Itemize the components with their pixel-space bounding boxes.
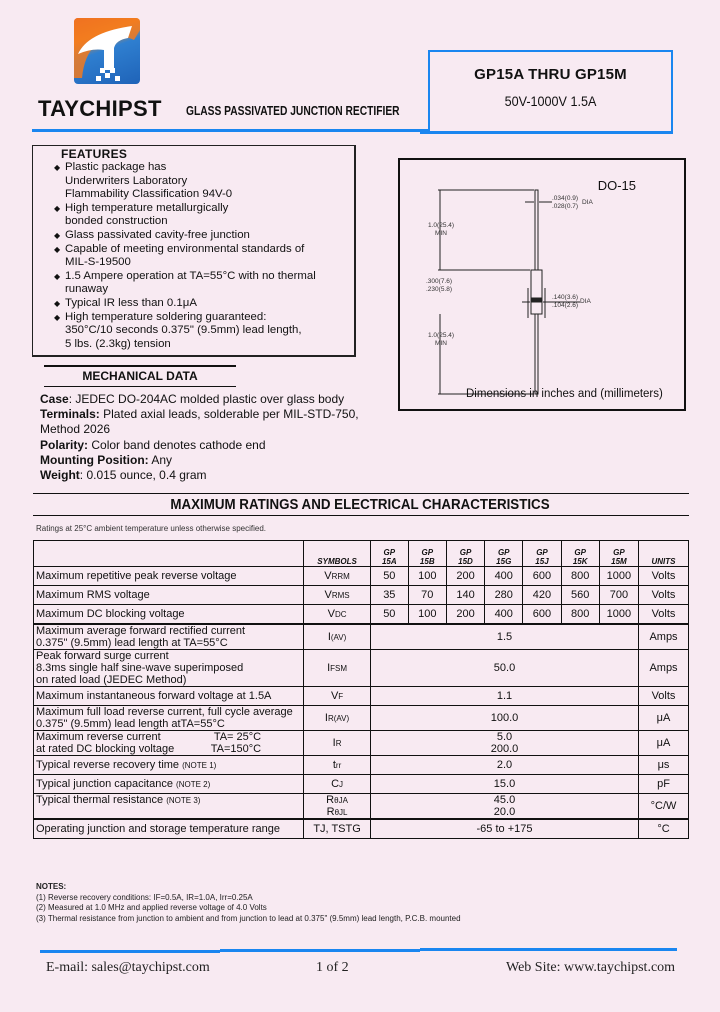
value-cell: 1000 <box>599 605 638 625</box>
notes <box>36 882 461 924</box>
unit-cell: °C <box>639 819 689 839</box>
dim-lead-dia-label: DIA <box>582 199 593 206</box>
features-box <box>32 145 356 357</box>
value-cell: 560 <box>561 586 599 605</box>
unit-cell: Volts <box>639 605 689 625</box>
mechanical-title: MECHANICAL DATA <box>44 365 236 387</box>
value-cell: 50 <box>370 605 408 625</box>
feature-item: ◆ Typical IR less than 0.1μA <box>54 296 197 309</box>
mechanical-item: Case: JEDEC DO-204AC molded plastic over glass body <box>40 392 345 406</box>
value-cell: 50.0 <box>370 650 638 687</box>
feature-item: ◆ Glass passivated cavity-free junction <box>54 228 250 241</box>
mechanical-item: Mounting Position: Any <box>40 452 172 467</box>
diamond-bullet-icon: ◆ <box>54 163 61 172</box>
table-header-row <box>34 541 689 567</box>
value-cell: 800 <box>561 605 599 625</box>
symbol-cell: VRRM <box>304 567 371 586</box>
parameter-cell: Operating junction and storage temperature range <box>34 819 304 839</box>
package-name: DO-15 <box>597 178 636 193</box>
value-cell: 420 <box>523 586 561 605</box>
value-cell: 50 <box>370 567 408 586</box>
footer-rule-middle <box>220 949 420 952</box>
parameter-cell: Peak forward surge current 8.3ms single half sine-wave superimposed on rated load (JEDEC Method) <box>34 650 304 687</box>
dim-lead-length-bottom: 1.0(25.4) MIN <box>428 332 455 347</box>
ratings-title: MAXIMUM RATINGS AND ELECTRICAL CHARACTERISTICS <box>170 497 550 513</box>
page-number: 1 of 2 <box>316 960 349 975</box>
value-cell: 45.0 20.0 <box>370 794 638 820</box>
parameter-cell: Typical thermal resistance (NOTE 3) <box>34 794 304 820</box>
package-drawing-box <box>398 158 686 411</box>
unit-cell: pF <box>639 775 689 794</box>
header-part: GP 15J <box>523 541 561 567</box>
product-subtitle: GLASS PASSIVATED JUNCTION RECTIFIER <box>186 104 400 118</box>
header-blank <box>34 541 304 567</box>
symbol-cell: IFSM <box>304 650 371 687</box>
unit-cell: °C/W <box>639 794 689 820</box>
ratings-rule-top <box>33 493 689 494</box>
header-part: GP 15K <box>561 541 599 567</box>
value-cell: 600 <box>523 605 561 625</box>
value-cell: 100 <box>408 567 446 586</box>
symbol-cell: VRMS <box>304 586 371 605</box>
value-cell: 280 <box>485 586 523 605</box>
mechanical-data <box>40 392 370 483</box>
value-cell: 1.5 <box>370 624 638 650</box>
value-cell: 35 <box>370 586 408 605</box>
parameter-cell: Typical junction capacitance (NOTE 2) <box>34 775 304 794</box>
value-cell: 1.1 <box>370 687 638 706</box>
table-row <box>34 586 689 605</box>
header-part: GP 15A <box>370 541 408 567</box>
unit-cell: μA <box>639 706 689 731</box>
value-cell: 70 <box>408 586 446 605</box>
diamond-bullet-icon: ◆ <box>54 244 61 254</box>
feature-item: ◆ High temperature metallurgically bonded construction <box>54 201 229 228</box>
symbol-cell: IR(AV) <box>304 706 371 731</box>
header-rule-left <box>32 129 428 132</box>
unit-cell: Amps <box>639 624 689 650</box>
mechanical-item: Weight: 0.015 ounce, 0.4 gram <box>40 468 207 483</box>
package-caption: Dimensions in inches and (millimeters) <box>466 388 663 400</box>
ratings-condition-note: Ratings at 25°C ambient temperature unless otherwise specified. <box>36 524 266 533</box>
features-list <box>41 161 354 351</box>
value-cell: 200 <box>446 605 484 625</box>
dim-body-dia-label: DIA <box>580 298 591 305</box>
part-range: GP15A THRU GP15M <box>474 66 627 83</box>
note-2: (2) Measured at 1.0 MHz and applied reverse voltage of 4.0 Volts <box>36 903 267 912</box>
table-row <box>34 706 689 731</box>
header-part: GP 15G <box>485 541 523 567</box>
ratings-summary: 50V-1000V 1.5A <box>504 93 597 109</box>
diamond-bullet-icon: ◆ <box>54 271 61 281</box>
footer-rule-left <box>40 950 220 953</box>
table-row <box>34 567 689 586</box>
dim-body-length: .300(7.6) .230(5.8) <box>426 278 453 293</box>
unit-cell: Volts <box>639 567 689 586</box>
unit-cell: μA <box>639 731 689 756</box>
header-part: GP 15B <box>408 541 446 567</box>
header-part: GP 15D <box>446 541 484 567</box>
parameter-cell: Maximum full load reverse current, full cycle average 0.375" (9.5mm) lead length atTA=55°C <box>34 706 304 731</box>
mechanical-item: Polarity: Color band denotes cathode end <box>40 437 266 452</box>
parameter-cell: Maximum instantaneous forward voltage at 1.5A <box>34 687 304 706</box>
footer-rule-right <box>420 948 677 951</box>
diamond-bullet-icon: ◆ <box>54 298 61 308</box>
mechanical-item: Terminals: Plated axial leads, solderable per MIL-STD-750, Method 2026 <box>40 407 359 437</box>
table-row <box>34 794 689 820</box>
dim-body-diameter: .140(3.6) .104(2.6) <box>552 294 579 309</box>
features-title: FEATURES <box>61 147 128 161</box>
part-title-box <box>428 50 673 132</box>
value-cell: 2.0 <box>370 756 638 775</box>
value-cell: 1000 <box>599 567 638 586</box>
symbol-cell: VF <box>304 687 371 706</box>
symbol-cell: TJ, TSTG <box>304 819 371 839</box>
symbol-cell: I(AV) <box>304 624 371 650</box>
value-cell: 100.0 <box>370 706 638 731</box>
footer-website[interactable]: Web Site: www.taychipst.com <box>506 960 676 975</box>
value-cell: -65 to +175 <box>370 819 638 839</box>
unit-cell: μs <box>639 756 689 775</box>
table-row <box>34 731 689 756</box>
parameter-cell: Maximum DC blocking voltage <box>34 605 304 625</box>
value-cell: 200 <box>446 567 484 586</box>
parameter-cell: Maximum reverse current TA= 25°C at rated DC blocking voltage TA=150°C <box>34 731 304 756</box>
symbol-cell: trr <box>304 756 371 775</box>
header-units: UNITS <box>639 541 689 567</box>
header-symbols: SYMBOLS <box>304 541 371 567</box>
feature-item: ◆ Plastic package has Underwriters Laboratory Flammability Classification 94V-0 <box>54 161 233 201</box>
feature-item: ◆ High temperature soldering guaranteed: 350°C/10 seconds 0.375" (9.5mm) lead length, 5 lbs. (2.3kg) tension <box>54 310 302 350</box>
note-3: (3) Thermal resistance from junction to ambient and from junction to lead at 0.375" (9.5mm) lead length, P.C.B. mounted <box>36 913 461 923</box>
header-part: GP 15M <box>599 541 638 567</box>
table-row <box>34 775 689 794</box>
table-row <box>34 624 689 650</box>
ratings-rule-bottom <box>33 515 689 516</box>
dim-lead-diameter: .034(0.9) .028(0.7) <box>552 195 579 210</box>
parameter-cell: Maximum average forward rectified current 0.375" (9.5mm) lead length at TA=55°C <box>34 624 304 650</box>
table-row <box>34 650 689 687</box>
value-cell: 140 <box>446 586 484 605</box>
notes-title: NOTES: <box>36 882 67 891</box>
feature-item: ◆ Capable of meeting environmental standards of MIL-S-19500 <box>54 242 305 269</box>
symbol-cell: CJ <box>304 775 371 794</box>
symbol-cell: VDC <box>304 605 371 625</box>
parameter-cell: Maximum repetitive peak reverse voltage <box>34 567 304 586</box>
feature-item: ◆ 1.5 Ampere operation at TA=55°C with no thermal runaway <box>54 269 316 296</box>
value-cell: 600 <box>523 567 561 586</box>
diamond-bullet-icon: ◆ <box>54 312 61 322</box>
unit-cell: Volts <box>639 687 689 706</box>
unit-cell: Volts <box>639 586 689 605</box>
dim-lead-length-top: 1.0(25.4) MIN <box>428 222 455 237</box>
diamond-bullet-icon: ◆ <box>54 230 61 240</box>
unit-cell: Amps <box>639 650 689 687</box>
parameter-cell: Typical reverse recovery time (NOTE 1) <box>34 756 304 775</box>
value-cell: 800 <box>561 567 599 586</box>
value-cell: 5.0 200.0 <box>370 731 638 756</box>
footer-email[interactable]: E-mail: sales@taychipst.com <box>46 960 210 975</box>
value-cell: 700 <box>599 586 638 605</box>
company-logo <box>74 18 140 84</box>
parameter-cell: Maximum RMS voltage <box>34 586 304 605</box>
value-cell: 100 <box>408 605 446 625</box>
value-cell: 400 <box>485 567 523 586</box>
brand-name: TAYCHIPST <box>38 96 162 121</box>
diamond-bullet-icon: ◆ <box>54 203 61 213</box>
note-1: (1) Reverse recovery conditions: IF=0.5A, IR=1.0A, Irr=0.25A <box>36 892 253 902</box>
symbol-cell: RθJA RθJL <box>304 794 371 820</box>
table-row <box>34 819 689 839</box>
value-cell: 15.0 <box>370 775 638 794</box>
ratings-table <box>33 540 689 839</box>
table-row <box>34 605 689 625</box>
table-row <box>34 687 689 706</box>
symbol-cell: IR <box>304 731 371 756</box>
table-row <box>34 756 689 775</box>
value-cell: 400 <box>485 605 523 625</box>
